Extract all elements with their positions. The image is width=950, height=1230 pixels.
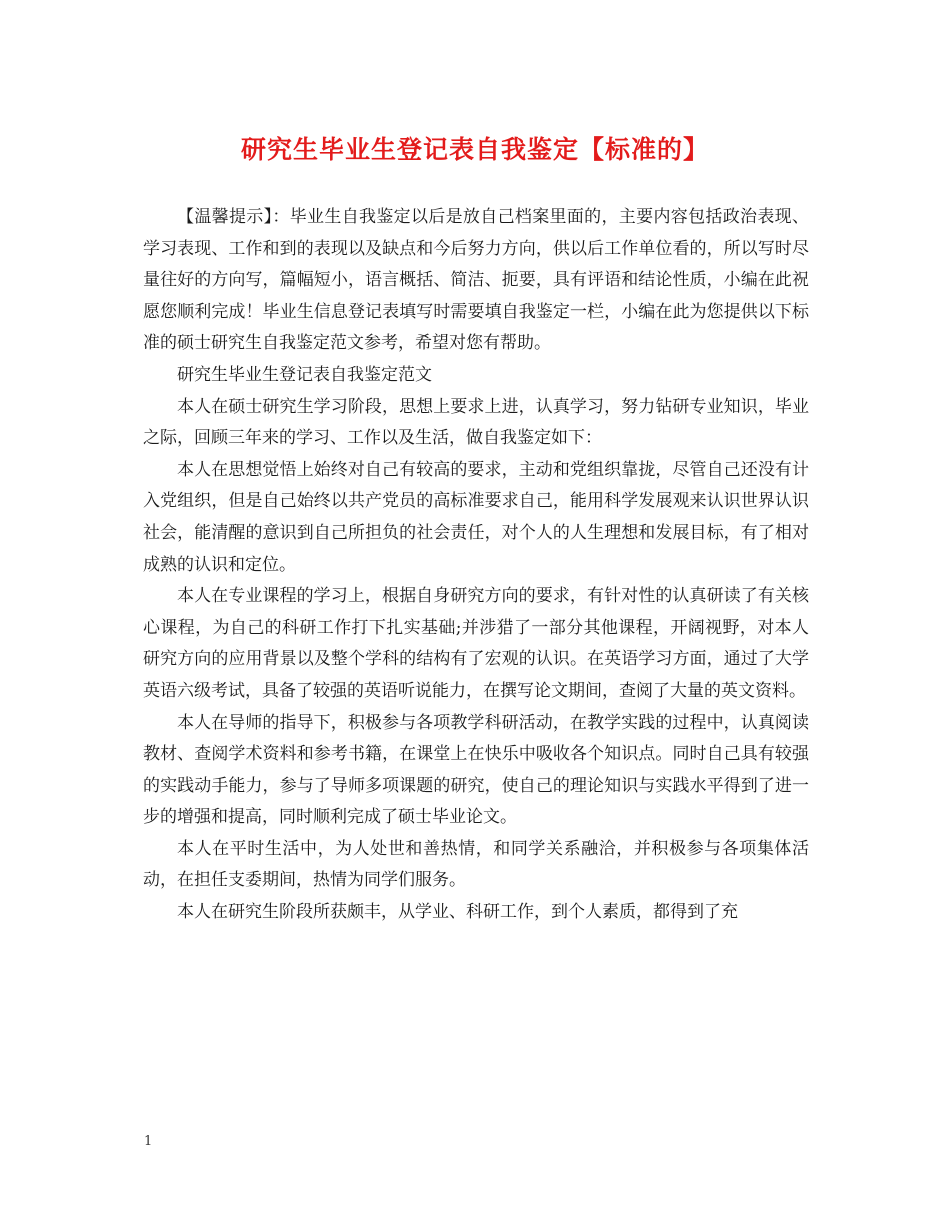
page-number: 1 [144, 1134, 153, 1149]
document-body [143, 202, 809, 929]
paragraph-study: 本人在专业课程的学习上，根据自身研究方向的要求，有针对性的认真研读了有关核心课程，为自己的科研工作打下扎实基础;并涉猎了一部分其他课程，开阔视野，对本人研究方向的应用背景以及整个学科的结构有了宏观的认识。在英语学习方面，通过了大学英语六级考试，具备了较强的英语听说能力，在撰写论文期间，查阅了大量的英文资料。 [143, 586, 809, 701]
paragraph-summary: 本人在研究生阶段所获颇丰，从学业、科研工作，到个人素质，都得到了充 [177, 902, 738, 923]
document-title: 研究生毕业生登记表自我鉴定【标准的】 [240, 135, 709, 164]
paragraph-research: 本人在导师的指导下，积极参与各项教学科研活动，在教学实践的过程中，认真阅读教材、查阅学术资料和参考书籍，在课堂上在快乐中吸收各个知识点。同时自己具有较强的实践动手能力，参与了导师多项课题的研究，使自己的理论知识与实践水平得到了进一步的增强和提高，同时顺利完成了硕士毕业论文。 [143, 712, 809, 828]
paragraph-life: 本人在平时生活中，为人处世和善热情，和同学关系融洽，并积极参与各项集体活动，在担任支委期间，热情为同学们服务。 [143, 838, 809, 891]
paragraph-intro: 本人在硕士研究生学习阶段，思想上要求上进，认真学习，努力钻研专业知识，毕业之际，回顾三年来的学习、工作以及生活，做自我鉴定如下： [143, 396, 809, 449]
paragraph-tip: 【温馨提示】：毕业生自我鉴定以后是放自己档案里面的，主要内容包括政治表现、学习表现、工作和到的表现以及缺点和今后努力方向，供以后工作单位看的，所以写时尽量往好的方向写，篇幅短小，语言概括、简洁、扼要，具有评语和结论性质，小编在此祝愿您顺利完成！毕业生信息登记表填写时需要填自我鉴定一栏，小编在此为您提供以下标准的硕士研究生自我鉴定范文参考，希望对您有帮助。 [143, 207, 809, 354]
paragraph-ideology: 本人在思想觉悟上始终对自己有较高的要求，主动和党组织靠拢，尽管自己还没有计入党组织，但是自己始终以共产党员的高标准要求自己，能用科学发展观来认识世界认识社会，能清醒的意识到自己所担负的社会责任，对个人的人生理想和发展目标，有了相对成熟的认识和定位。 [143, 459, 809, 575]
paragraph-subtitle: 研究生毕业生登记表自我鉴定范文 [177, 364, 432, 385]
